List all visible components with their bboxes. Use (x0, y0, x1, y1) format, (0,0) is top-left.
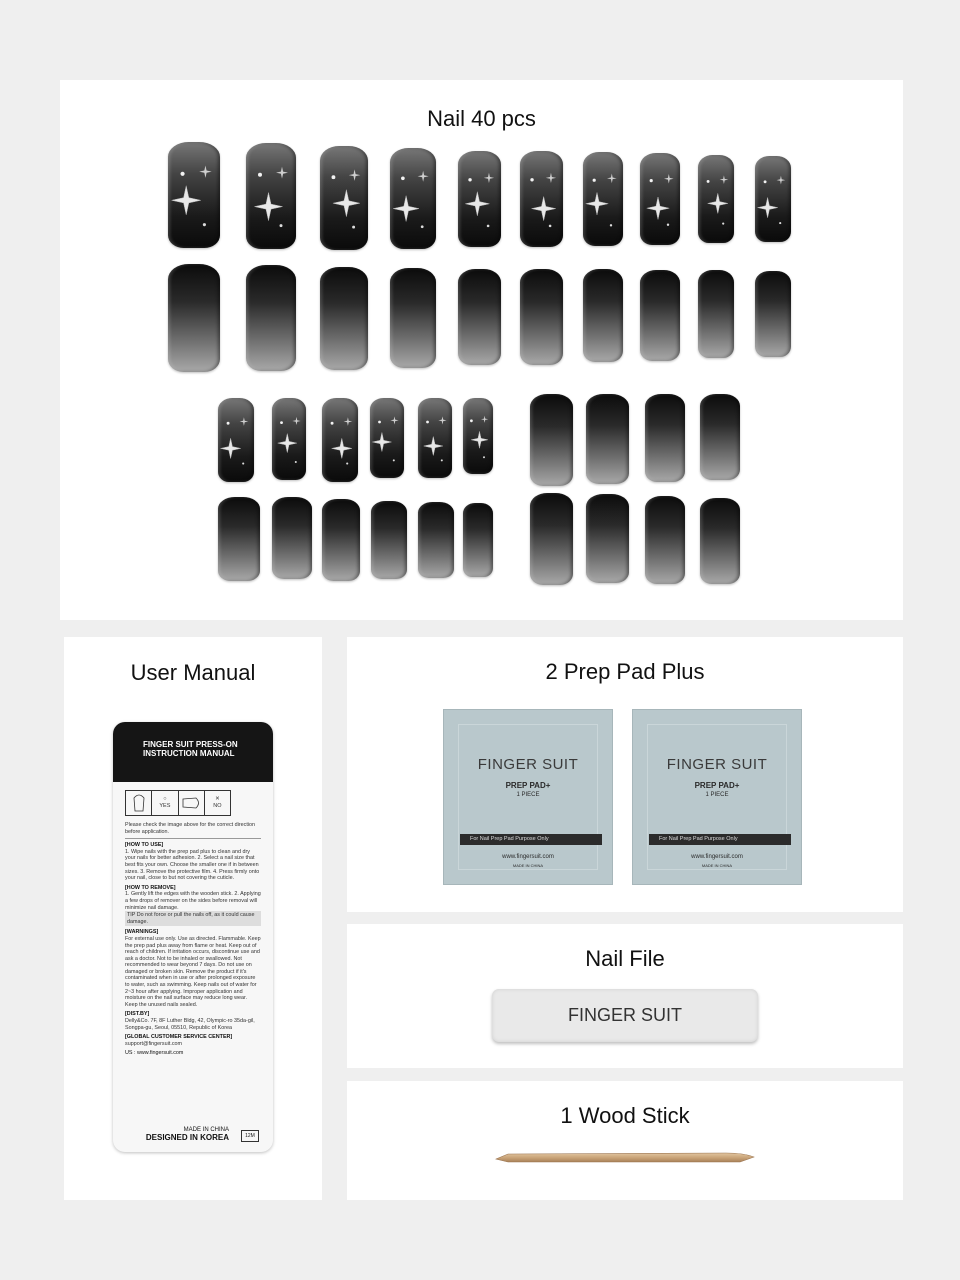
press-on-nail-star (218, 398, 254, 482)
press-on-nail-plain (520, 269, 563, 365)
nail-star-decoration (755, 156, 791, 242)
nail-star-decoration (698, 155, 734, 243)
nail-star-decoration (640, 153, 680, 245)
press-on-nail-star (322, 398, 358, 482)
wood-stick-panel (347, 1081, 903, 1200)
press-on-nail-star (755, 156, 791, 242)
how-to-remove-text: 1. Gently lift the edges with the wooden stick. 2. Applying a few drops of remover on the sides before removal will minimize nail damage. (125, 891, 261, 911)
pad-product: PREP PAD+ (694, 781, 740, 790)
press-on-nail-star (583, 152, 623, 246)
prep-pads-title: 2 Prep Pad Plus (545, 659, 705, 684)
pad-piece: 1 PIECE (516, 792, 540, 798)
prep-pad (443, 709, 613, 885)
manual-header (113, 722, 273, 782)
press-on-nail-plain (246, 265, 296, 371)
press-on-nail-star (320, 146, 368, 250)
yes-label: YES (159, 803, 171, 809)
pad-purpose-bar: For Nail Prep Pad Purpose Only (649, 834, 791, 845)
press-on-nail-plain (390, 268, 436, 368)
nail-star-decoration (320, 146, 368, 250)
press-on-nail-star (458, 151, 501, 247)
service-text: support@fingersuit.com (125, 1040, 183, 1047)
nail-star-decoration (390, 148, 436, 249)
nail-shape-icon (179, 791, 205, 815)
nail-star-decoration (322, 398, 358, 482)
press-on-nail-plain (371, 501, 407, 579)
press-on-nail-plain (218, 497, 260, 581)
press-on-nail-plain (645, 496, 685, 584)
nail-file (492, 989, 758, 1042)
how-to-remove-title: [HOW TO REMOVE] (125, 884, 176, 891)
press-on-nail-plain (463, 503, 493, 577)
press-on-nail-plain (458, 269, 501, 365)
how-to-use-title: [HOW TO USE] (125, 842, 164, 849)
nail-star-decoration (418, 398, 452, 478)
press-on-nail-plain (530, 394, 573, 486)
nails-title: Nail 40 pcs (427, 106, 536, 131)
press-on-nail-plain (418, 502, 454, 578)
press-on-nail-plain (530, 493, 573, 585)
nail-star-decoration (520, 151, 563, 247)
nail-star-decoration (583, 152, 623, 246)
press-on-nail-plain (700, 394, 740, 480)
pad-piece: 1 PIECE (705, 792, 729, 798)
press-on-nail-star (168, 142, 220, 248)
nail-file-title: Nail File (585, 946, 665, 971)
press-on-nail-star (370, 398, 404, 478)
warnings-text: For external use only. Use as directed. Flammable. Keep the prep pad plus away from flame or heat. Keep out of reach of children. If irritation occurs, discontinue use and ask a doctor. Not to be inhaled or swallowed. Not recommended to wear beyond 7 days. Do not use on damaged or broken skin. Remove the product if it's contaminated when in use or after prolonged exposure to water, such as swimming. Keep nails out of water for 2~3 hour after applying. Improper application and moisture on the nail surface may reduce long wear. Keep the unused nails sealed. (125, 935, 261, 1008)
press-on-nail-star (418, 398, 452, 478)
wood-stick-title: 1 Wood Stick (560, 1103, 690, 1128)
press-on-nail-plain (640, 270, 680, 361)
nail-file-label: FINGER SUIT (567, 1005, 682, 1025)
press-on-nail-plain (320, 267, 368, 370)
dist-text: Delly&Co. 7F, 8F Luther Bldg, 42, Olympic-ro 35da-gil, Songpa-gu, Seoul, 05510, Republic of Korea (125, 1018, 255, 1031)
shelf-life-badge: 12M (241, 1130, 259, 1142)
pad-made-in: MADE IN CHINA (512, 863, 544, 868)
pad-product: PREP PAD+ (505, 781, 551, 790)
press-on-nail-star (520, 151, 563, 247)
designed-in-korea: DESIGNED IN KOREA (145, 1133, 229, 1142)
nail-star-decoration (218, 398, 254, 482)
yes-circle-icon: ○ (163, 796, 167, 803)
nail-star-decoration (168, 142, 220, 248)
check-text: Please check the image above for the correct direction before application. (125, 822, 256, 835)
prep-pad (632, 709, 802, 885)
press-on-nail-plain (755, 271, 791, 357)
warnings-title: [WARNINGS] (125, 929, 159, 936)
press-on-nail-plain (698, 270, 734, 358)
tip-text: TIP Do not force or pull the nails off, as it could cause damage. (125, 911, 261, 926)
press-on-nail-star (272, 398, 306, 480)
made-in-china: MADE IN CHINA (183, 1127, 229, 1133)
manual-title: User Manual (130, 660, 256, 685)
press-on-nail-plain (700, 498, 740, 584)
instruction-manual-card (113, 722, 273, 1152)
yes-no-diagram (125, 790, 231, 816)
nail-star-decoration (246, 143, 296, 249)
nail-star-decoration (370, 398, 404, 478)
manual-body (113, 782, 273, 1063)
no-label: NO (213, 803, 222, 809)
press-on-nail-plain (586, 394, 629, 484)
no-cross-icon: ✕ (215, 796, 220, 803)
nail-star-decoration (463, 398, 493, 474)
press-on-nail-star (698, 155, 734, 243)
press-on-nail-plain (272, 497, 312, 579)
press-on-nail-star (463, 398, 493, 474)
press-on-nail-plain (583, 269, 623, 362)
press-on-nail-star (246, 143, 296, 249)
nail-shape-icon (126, 791, 152, 815)
service-title: [GLOBAL CUSTOMER SERVICE CENTER] (125, 1034, 233, 1041)
no-option (205, 791, 230, 815)
manual-header-line2: INSTRUCTION MANUAL (143, 749, 235, 758)
how-to-use-text: 1. Wipe nails with the prep pad plus to clean and dry your nails for better adhesion. 2. Select a nail size that best fits your own. Choose the smaller one if in between sizes. 3. Remove the protective film. 4. Press firmly onto your nail, close to but not covering the cuticle. (125, 848, 260, 882)
pad-url: www.fingersuit.com (502, 854, 554, 860)
press-on-nail-plain (168, 264, 220, 372)
press-on-nail-plain (322, 499, 360, 581)
press-on-nail-plain (645, 394, 685, 482)
pad-url: www.fingersuit.com (691, 854, 743, 860)
pad-purpose-bar: For Nail Prep Pad Purpose Only (460, 834, 602, 845)
pad-made-in: MADE IN CHINA (701, 863, 733, 868)
manual-header-line1: FINGER SUIT PRESS-ON (143, 740, 238, 749)
pad-brand: FINGER SUIT (477, 756, 579, 773)
yes-option (152, 791, 178, 815)
prep-pads-panel (347, 637, 903, 912)
nail-star-decoration (458, 151, 501, 247)
press-on-nail-star (640, 153, 680, 245)
us-website: US : www.fingersuit.com (125, 1050, 184, 1057)
press-on-nail-star (390, 148, 436, 249)
dist-title: [DIST.BY] (125, 1011, 150, 1018)
pad-brand: FINGER SUIT (666, 756, 768, 773)
press-on-nail-plain (586, 494, 629, 583)
nail-star-decoration (272, 398, 306, 480)
wood-stick (494, 1149, 756, 1167)
